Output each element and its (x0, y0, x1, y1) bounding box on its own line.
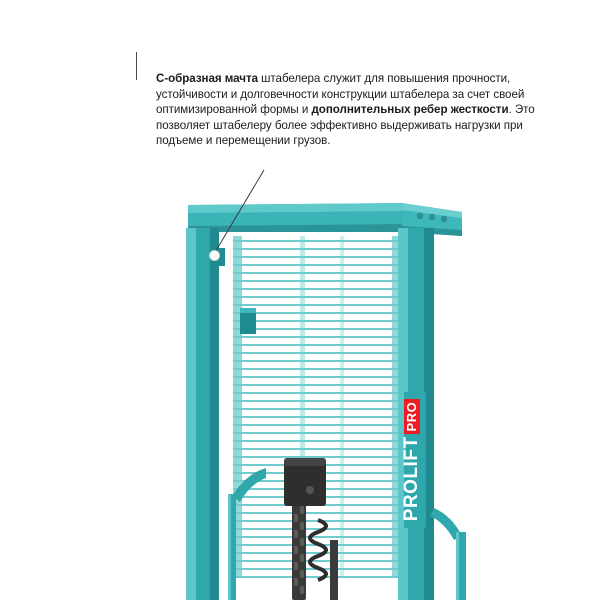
callout-marker-dot (209, 250, 220, 261)
callout-part-2: дополнительных ребер жесткости (311, 103, 509, 117)
mast-top-crossbeam (188, 203, 404, 232)
lower-right-brace (430, 508, 466, 600)
brand-badge: PRO (404, 399, 420, 435)
callout-part-1: штабелера служит для повышения прочности, устойчивости и долговечности конструкции штабелера за счет своей оптимизированной формы и (156, 72, 525, 117)
brand-logo (392, 400, 432, 520)
brand-name-part1: PRO (401, 478, 422, 522)
callout-part-0: C-образная мачта (156, 72, 258, 85)
mast-left-column (186, 228, 225, 600)
brand-name-part2: LIFT (401, 436, 422, 479)
callout-vertical-rule (136, 52, 137, 80)
callout-part-3: . Это позволяет штабелеру более эффективно выдерживать нагрузки при подъеме и перемещении грузов. (156, 103, 535, 148)
carriage-bracket (240, 308, 256, 334)
callout-paragraph (156, 71, 556, 149)
mast-inner-lattice (233, 236, 401, 578)
